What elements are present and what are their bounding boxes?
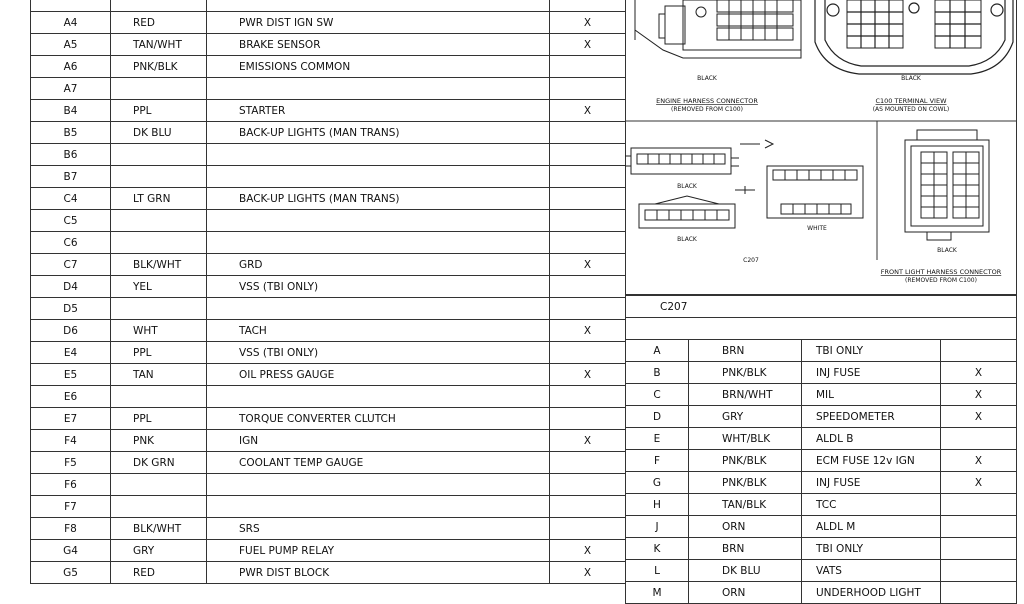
- circuit-function-cell: [207, 496, 550, 518]
- pin-cell: A4: [31, 12, 111, 34]
- wire-color-cell: BRN/WHT: [689, 384, 802, 406]
- circuit-function-cell: ALDL M: [802, 516, 941, 538]
- wire-color-cell: LT GRN: [111, 188, 207, 210]
- table-row: [626, 362, 1017, 384]
- wire-color-cell: [111, 78, 207, 100]
- wire-color-cell: [111, 386, 207, 408]
- table-row: [626, 428, 1017, 450]
- used-mark-cell: [941, 516, 1017, 538]
- used-mark-cell: [941, 582, 1017, 604]
- c207-pinout-body: [626, 296, 1017, 604]
- pin-cell: E4: [31, 342, 111, 364]
- wire-color-cell: [111, 474, 207, 496]
- table-row: [31, 452, 626, 474]
- wire-color-cell: [111, 496, 207, 518]
- circuit-function-cell: ECM FUSE 12v IGN: [802, 450, 941, 472]
- front-light-connector-drawing: [905, 130, 989, 240]
- used-mark-cell: X: [941, 472, 1017, 494]
- used-mark-cell: [550, 188, 626, 210]
- engine-connector-subtitle: (REMOVED FROM C100): [671, 106, 743, 113]
- used-mark-cell: X: [550, 34, 626, 56]
- circuit-function-cell: [207, 298, 550, 320]
- wire-color-cell: ORN: [689, 582, 802, 604]
- table-row: [31, 232, 626, 254]
- left-pinout-table: [30, 0, 626, 584]
- pin-cell: D4: [31, 276, 111, 298]
- wire-color-cell: PPL: [111, 100, 207, 122]
- c100-title: C100 TERMINAL VIEW: [875, 97, 947, 105]
- c207-pinout-table: [625, 295, 1017, 604]
- circuit-function-cell: SRS: [207, 518, 550, 540]
- used-mark-cell: [550, 276, 626, 298]
- wire-color-cell: TAN: [111, 364, 207, 386]
- used-mark-cell: X: [550, 254, 626, 276]
- pin-cell: D: [626, 406, 689, 428]
- used-mark-cell: [941, 428, 1017, 450]
- pin-cell: E5: [31, 364, 111, 386]
- pin-cell: E6: [31, 386, 111, 408]
- c207-white-label: WHITE: [807, 225, 827, 232]
- used-mark-cell: [550, 298, 626, 320]
- used-mark-cell: [550, 474, 626, 496]
- pin-cell: F6: [31, 474, 111, 496]
- wire-color-cell: BLK/WHT: [111, 518, 207, 540]
- used-mark-cell: X: [550, 320, 626, 342]
- table-row: [31, 320, 626, 342]
- table-row: [31, 562, 626, 584]
- circuit-function-cell: [207, 144, 550, 166]
- used-mark-cell: [550, 78, 626, 100]
- circuit-function-cell: OIL PRESS GAUGE: [207, 364, 550, 386]
- circuit-function-cell: VSS (TBI ONLY): [207, 276, 550, 298]
- used-mark-cell: X: [550, 364, 626, 386]
- c207-heading-row: [626, 296, 1017, 318]
- used-mark-cell: [550, 496, 626, 518]
- engine-connector-title: ENGINE HARNESS CONNECTOR: [656, 97, 758, 105]
- table-row: [31, 276, 626, 298]
- pin-cell: A5: [31, 34, 111, 56]
- used-mark-cell: X: [550, 430, 626, 452]
- used-mark-cell: X: [941, 406, 1017, 428]
- c207-diagram-label: C207: [743, 257, 759, 264]
- left-pinout-body: [31, 0, 626, 584]
- wire-color-cell: GRY: [111, 540, 207, 562]
- table-row: [31, 386, 626, 408]
- pin-cell: D5: [31, 298, 111, 320]
- wire-color-cell: BRN: [689, 340, 802, 362]
- wire-color-cell: PPL: [111, 342, 207, 364]
- table-row: [31, 144, 626, 166]
- circuit-function-cell: TBI ONLY: [802, 340, 941, 362]
- table-row: [626, 582, 1017, 604]
- circuit-function-cell: ALDL B: [802, 428, 941, 450]
- table-row: [31, 34, 626, 56]
- wire-color-cell: ORN: [689, 516, 802, 538]
- c100-subtitle: (AS MOUNTED ON COWL): [872, 106, 950, 113]
- used-mark-cell: [941, 494, 1017, 516]
- table-row: [626, 472, 1017, 494]
- pin-cell: J: [626, 516, 689, 538]
- circuit-function-cell: BRAKE SENSOR: [207, 34, 550, 56]
- wire-color-cell: [111, 232, 207, 254]
- pin-cell: C7: [31, 254, 111, 276]
- wire-color-cell: PNK/BLK: [689, 472, 802, 494]
- table-row: [626, 538, 1017, 560]
- table-row: [31, 342, 626, 364]
- used-mark-cell: X: [941, 362, 1017, 384]
- used-mark-cell: [550, 210, 626, 232]
- circuit-function-cell: UNDERHOOD LIGHT: [802, 582, 941, 604]
- circuit-function-cell: [207, 0, 550, 12]
- pin-cell: G: [626, 472, 689, 494]
- pin-cell: L: [626, 560, 689, 582]
- wire-color-cell: PNK/BLK: [689, 450, 802, 472]
- table-row: [31, 540, 626, 562]
- pin-cell: K: [626, 538, 689, 560]
- circuit-function-cell: PWR DIST BLOCK: [207, 562, 550, 584]
- pin-cell: E: [626, 428, 689, 450]
- used-mark-cell: [941, 340, 1017, 362]
- circuit-function-cell: [207, 166, 550, 188]
- wire-color-cell: YEL: [111, 276, 207, 298]
- pin-cell: A7: [31, 78, 111, 100]
- table-row: [626, 494, 1017, 516]
- pin-cell: F4: [31, 430, 111, 452]
- circuit-function-cell: PWR DIST IGN SW: [207, 12, 550, 34]
- engine-connector-color: BLACK: [697, 75, 717, 82]
- wire-color-cell: PNK/BLK: [689, 362, 802, 384]
- circuit-function-cell: TCC: [802, 494, 941, 516]
- table-row: [31, 408, 626, 430]
- wire-color-cell: [111, 144, 207, 166]
- used-mark-cell: [550, 56, 626, 78]
- table-row: [626, 450, 1017, 472]
- pin-cell: F5: [31, 452, 111, 474]
- c100-terminal-drawing: [815, 0, 1013, 74]
- wire-color-cell: TAN/BLK: [689, 494, 802, 516]
- circuit-function-cell: BACK-UP LIGHTS (MAN TRANS): [207, 122, 550, 144]
- front-light-title: FRONT LIGHT HARNESS CONNECTOR: [880, 268, 1002, 276]
- table-row: [31, 364, 626, 386]
- pin-cell: B6: [31, 144, 111, 166]
- table-row: [31, 518, 626, 540]
- wire-color-cell: PNK: [111, 430, 207, 452]
- c207-heading: C207: [626, 296, 1017, 318]
- table-row: [626, 340, 1017, 362]
- table-row: [626, 560, 1017, 582]
- front-light-color: BLACK: [937, 247, 957, 254]
- pin-cell: H: [626, 494, 689, 516]
- wire-color-cell: RED: [111, 12, 207, 34]
- circuit-function-cell: VATS: [802, 560, 941, 582]
- used-mark-cell: [550, 166, 626, 188]
- pin-cell: M: [626, 582, 689, 604]
- circuit-function-cell: [207, 386, 550, 408]
- used-mark-cell: [550, 144, 626, 166]
- circuit-function-cell: VSS (TBI ONLY): [207, 342, 550, 364]
- circuit-function-cell: IGN: [207, 430, 550, 452]
- circuit-function-cell: [207, 210, 550, 232]
- wire-color-cell: DK BLU: [111, 122, 207, 144]
- used-mark-cell: [941, 560, 1017, 582]
- pin-cell: C: [626, 384, 689, 406]
- table-row: [31, 122, 626, 144]
- wire-color-cell: WHT/BLK: [689, 428, 802, 450]
- circuit-function-cell: [207, 474, 550, 496]
- pin-cell: C5: [31, 210, 111, 232]
- circuit-function-cell: [207, 78, 550, 100]
- pin-cell: C6: [31, 232, 111, 254]
- table-row: [31, 78, 626, 100]
- table-row: [31, 188, 626, 210]
- circuit-function-cell: [207, 232, 550, 254]
- wire-color-cell: PNK/BLK: [111, 56, 207, 78]
- pin-cell: D6: [31, 320, 111, 342]
- used-mark-cell: X: [941, 450, 1017, 472]
- wire-color-cell: [111, 298, 207, 320]
- pin-cell: B5: [31, 122, 111, 144]
- table-row: [31, 210, 626, 232]
- used-mark-cell: [550, 232, 626, 254]
- circuit-function-cell: BACK-UP LIGHTS (MAN TRANS): [207, 188, 550, 210]
- used-mark-cell: [550, 518, 626, 540]
- used-mark-cell: X: [550, 562, 626, 584]
- c207-black-label-1: BLACK: [677, 183, 697, 190]
- wire-color-cell: GRY: [689, 406, 802, 428]
- used-mark-cell: [550, 386, 626, 408]
- table-row: [31, 166, 626, 188]
- pin-cell: C4: [31, 188, 111, 210]
- wire-color-cell: BLK/WHT: [111, 254, 207, 276]
- circuit-function-cell: COOLANT TEMP GAUGE: [207, 452, 550, 474]
- table-row: [31, 430, 626, 452]
- used-mark-cell: X: [550, 100, 626, 122]
- pin-cell: B: [626, 362, 689, 384]
- connector-diagrams: [625, 0, 1017, 295]
- used-mark-cell: X: [550, 12, 626, 34]
- table-row: [31, 100, 626, 122]
- circuit-function-cell: TBI ONLY: [802, 538, 941, 560]
- circuit-function-cell: TACH: [207, 320, 550, 342]
- table-row: [626, 384, 1017, 406]
- c207-spacer-row: [626, 318, 1017, 340]
- circuit-function-cell: SPEEDOMETER: [802, 406, 941, 428]
- pin-cell: A6: [31, 56, 111, 78]
- wire-color-cell: TAN/WHT: [111, 34, 207, 56]
- pin-cell: [31, 0, 111, 12]
- table-row: [31, 0, 626, 12]
- pin-cell: E7: [31, 408, 111, 430]
- pin-cell: F8: [31, 518, 111, 540]
- wire-color-cell: DK GRN: [111, 452, 207, 474]
- pin-cell: A: [626, 340, 689, 362]
- pin-cell: B4: [31, 100, 111, 122]
- c100-color: BLACK: [901, 75, 921, 82]
- used-mark-cell: X: [941, 384, 1017, 406]
- pin-cell: F: [626, 450, 689, 472]
- table-row: [626, 516, 1017, 538]
- circuit-function-cell: INJ FUSE: [802, 472, 941, 494]
- circuit-function-cell: STARTER: [207, 100, 550, 122]
- table-row: [31, 254, 626, 276]
- circuit-function-cell: TORQUE CONVERTER CLUTCH: [207, 408, 550, 430]
- used-mark-cell: [550, 0, 626, 12]
- c207-black-label-2: BLACK: [677, 236, 697, 243]
- table-row: [31, 496, 626, 518]
- wire-color-cell: [111, 166, 207, 188]
- used-mark-cell: [550, 408, 626, 430]
- used-mark-cell: [550, 452, 626, 474]
- engine-harness-connector-drawing: [635, 0, 801, 58]
- pin-cell: G5: [31, 562, 111, 584]
- c207-connector-drawings: [625, 140, 863, 228]
- used-mark-cell: [550, 122, 626, 144]
- table-row: [31, 56, 626, 78]
- wire-color-cell: RED: [111, 562, 207, 584]
- circuit-function-cell: EMISSIONS COMMON: [207, 56, 550, 78]
- wire-color-cell: WHT: [111, 320, 207, 342]
- circuit-function-cell: GRD: [207, 254, 550, 276]
- wire-color-cell: PPL: [111, 408, 207, 430]
- used-mark-cell: [941, 538, 1017, 560]
- table-row: [626, 406, 1017, 428]
- front-light-subtitle: (REMOVED FROM C100): [905, 277, 977, 284]
- circuit-function-cell: INJ FUSE: [802, 362, 941, 384]
- pin-cell: G4: [31, 540, 111, 562]
- circuit-function-cell: MIL: [802, 384, 941, 406]
- table-row: [31, 12, 626, 34]
- wire-color-cell: BRN: [689, 538, 802, 560]
- wire-color-cell: [111, 210, 207, 232]
- wire-color-cell: [111, 0, 207, 12]
- used-mark-cell: [550, 342, 626, 364]
- pin-cell: B7: [31, 166, 111, 188]
- circuit-function-cell: FUEL PUMP RELAY: [207, 540, 550, 562]
- pin-cell: F7: [31, 496, 111, 518]
- used-mark-cell: X: [550, 540, 626, 562]
- table-row: [31, 298, 626, 320]
- wire-color-cell: DK BLU: [689, 560, 802, 582]
- table-row: [31, 474, 626, 496]
